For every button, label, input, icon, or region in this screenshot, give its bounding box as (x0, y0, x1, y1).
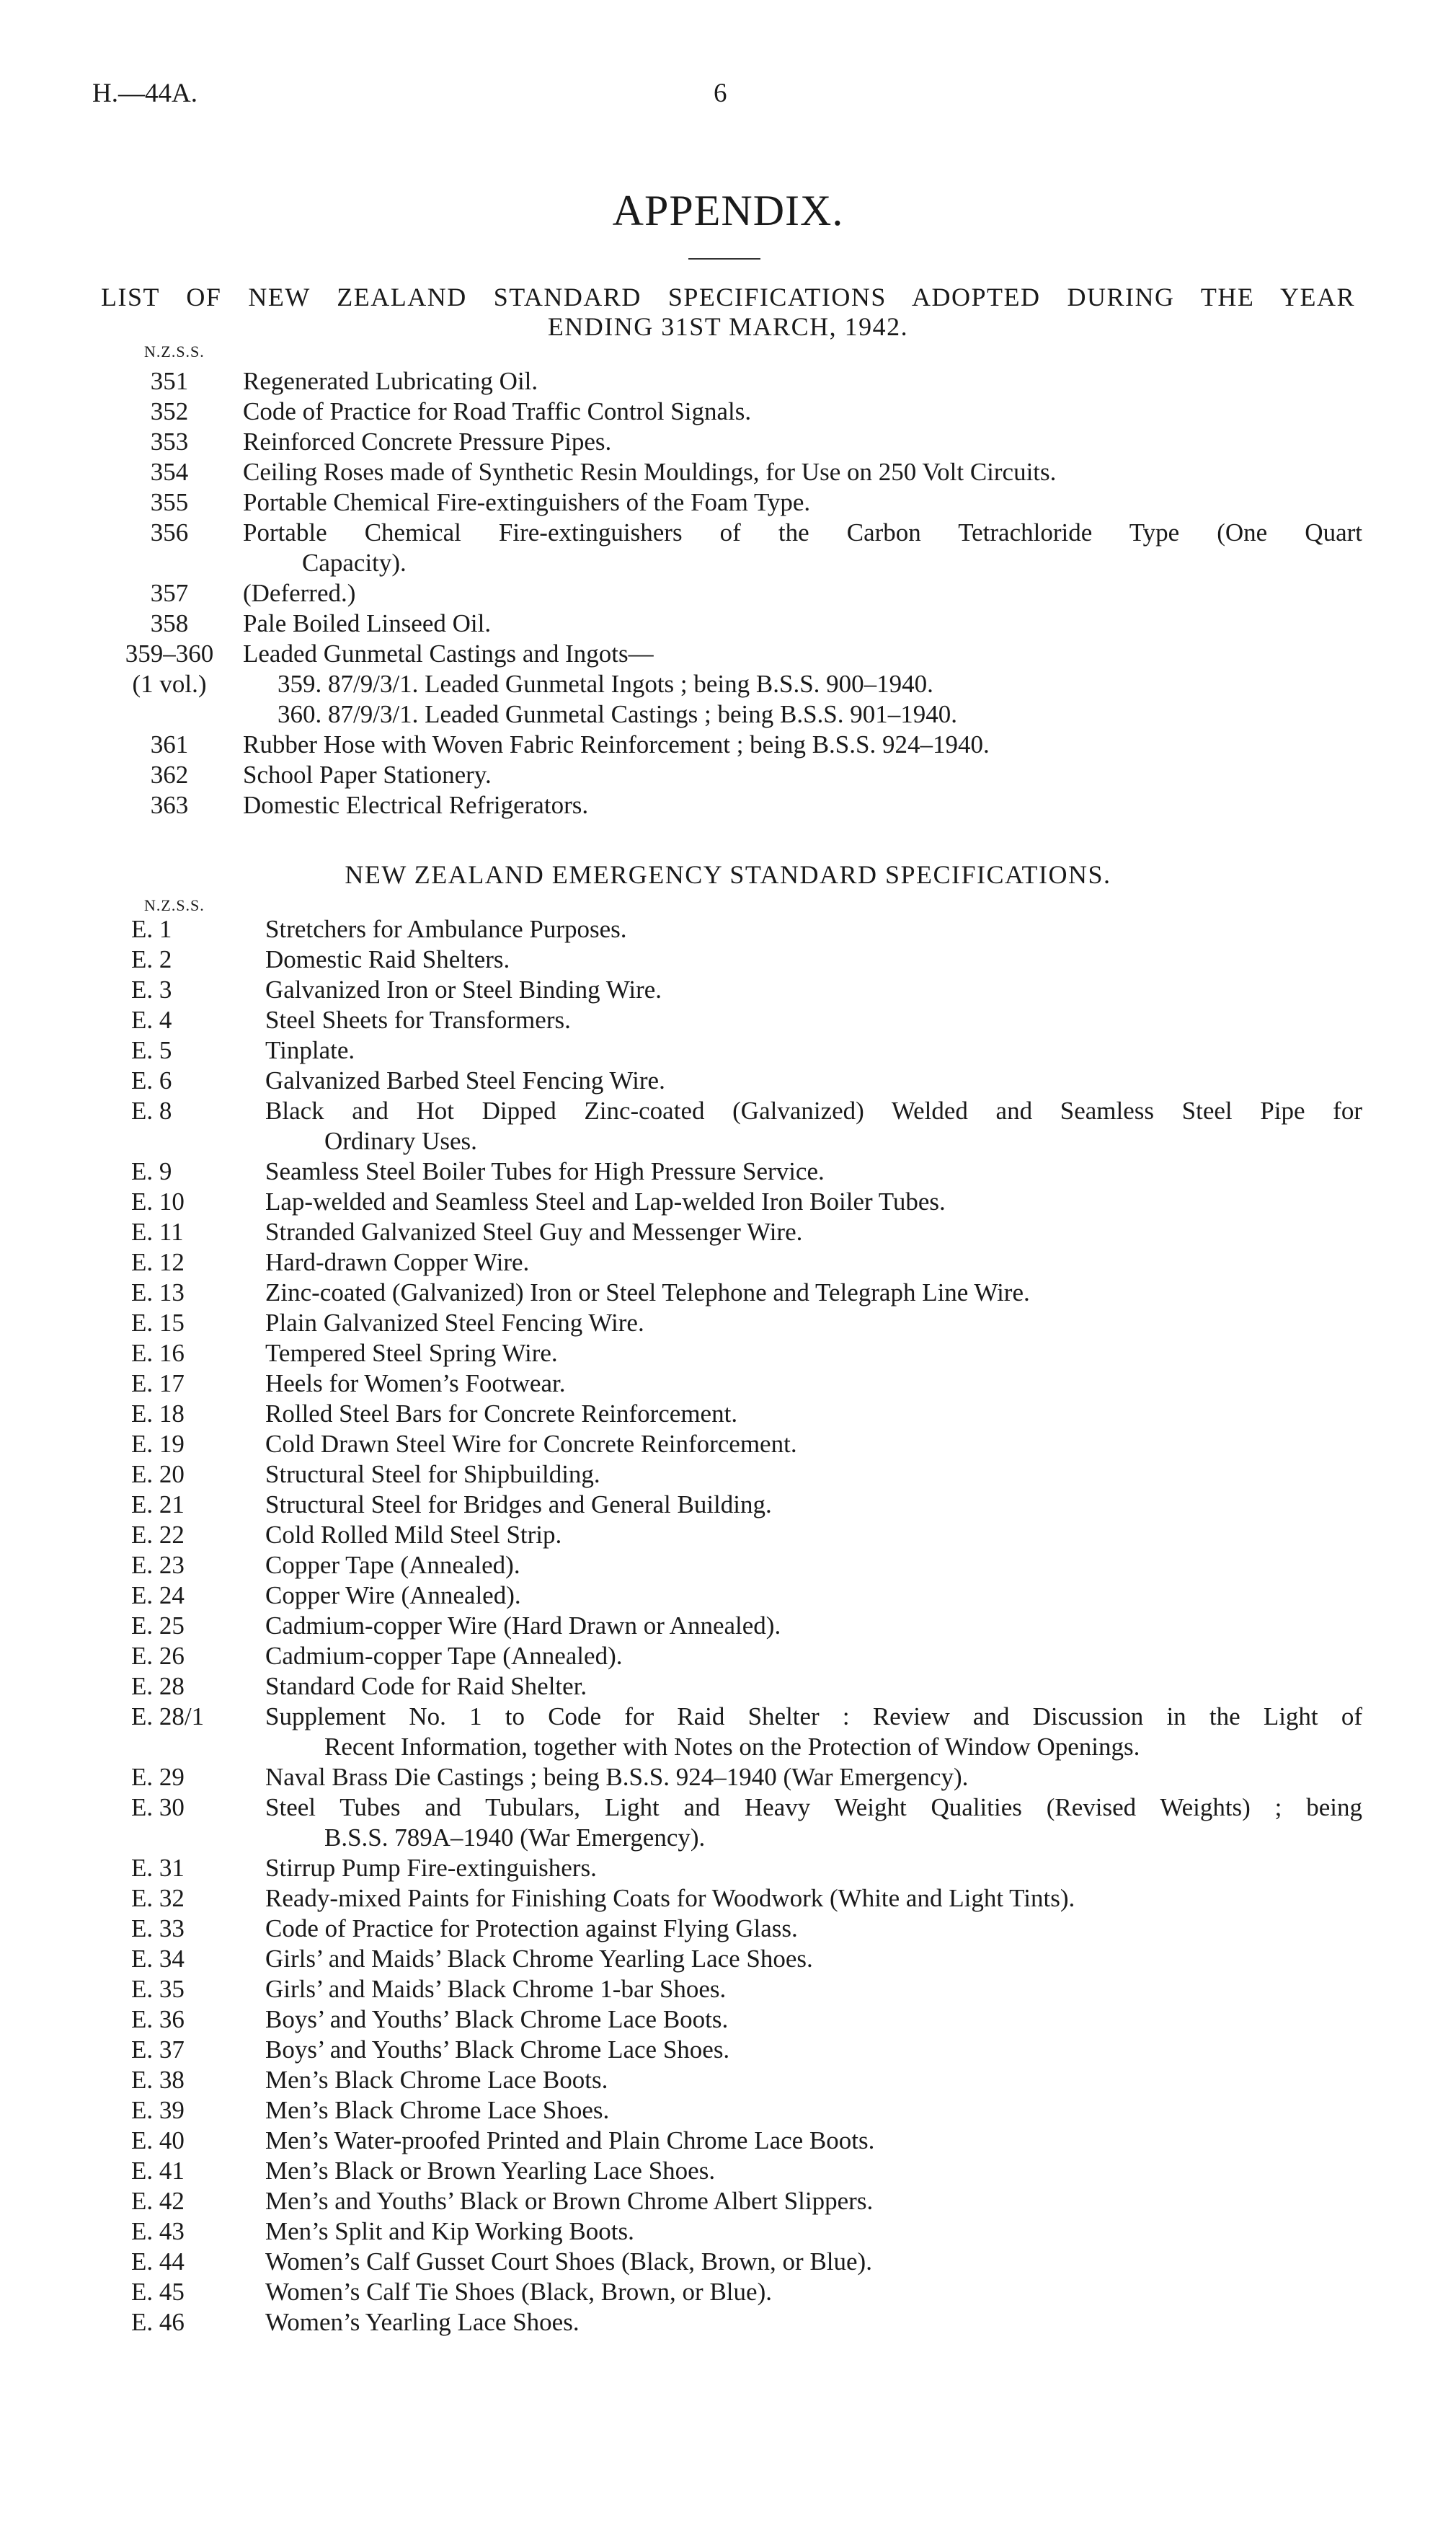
spec-title-text: Domestic Electrical Refrigerators. (243, 791, 589, 819)
spec-title (265, 2126, 1362, 2156)
spec-title (265, 2247, 1362, 2277)
list-item (101, 1550, 1362, 1580)
spec-code: E. 34 (131, 1945, 185, 1973)
spec-title (265, 975, 1362, 1005)
spec-code: 357 (150, 579, 189, 607)
list-item (101, 699, 1362, 730)
spec-title (265, 1459, 1362, 1490)
spec-code: 353 (150, 428, 189, 456)
spec-title-text: Reinforced Concrete Pressure Pipes. (243, 428, 612, 456)
list-item (101, 2277, 1362, 2307)
list-item (101, 669, 1362, 699)
spec-code: (1 vol.) (132, 670, 207, 698)
list-item (101, 2216, 1362, 2247)
spec-title-text: Standard Code for Raid Shelter. (265, 1672, 587, 1700)
spec-code: E. 11 (131, 1218, 184, 1246)
list-item (101, 1066, 1362, 1096)
list-item (101, 975, 1362, 1005)
spec-title-text: Men’s and Youths’ Black or Brown Chrome Albert Slippers. (265, 2187, 874, 2215)
list-item (101, 366, 1362, 397)
spec-code: E. 16 (131, 1339, 185, 1367)
spec-code: E. 5 (131, 1036, 172, 1064)
spec-title-text: Domestic Raid Shelters. (265, 945, 510, 973)
spec-title (265, 2307, 1362, 2338)
spec-title (265, 2035, 1362, 2065)
list-item (101, 1217, 1362, 1247)
list-item (101, 1459, 1362, 1490)
spec-title (243, 760, 1362, 790)
spec-title-text: Galvanized Barbed Steel Fencing Wire. (265, 1066, 665, 1095)
spec-code: 361 (150, 730, 189, 759)
spec-title-text: Rubber Hose with Woven Fabric Reinforcement ; being B.S.S. 924–1940. (243, 730, 990, 759)
spec-code: 352 (150, 397, 189, 425)
spec-title-text: Men’s Water-proofed Printed and Plain Chrome Lace Boots. (265, 2126, 875, 2154)
list-item (101, 1792, 1362, 1853)
heading-line-1: LIST OF NEW ZEALAND STANDARD SPECIFICATIONS ADOPTED DURING THE YEAR (101, 283, 1355, 311)
heading-line-2: ENDING 31ST MARCH, 1942. (547, 312, 909, 341)
list-item (101, 427, 1362, 457)
spec-title (243, 427, 1362, 457)
spec-code: E. 42 (131, 2187, 185, 2215)
spec-title-text: Rolled Steel Bars for Concrete Reinforcement. (265, 1400, 738, 1428)
spec-code: E. 20 (131, 1460, 185, 1488)
list-item (101, 1853, 1362, 1883)
spec-title (265, 1096, 1362, 1157)
standards-list (101, 366, 1362, 821)
list-item (101, 1520, 1362, 1550)
spec-title (265, 1308, 1362, 1338)
spec-title (265, 1187, 1362, 1217)
list-item (101, 1671, 1362, 1702)
list-item (101, 1944, 1362, 1974)
spec-title-text: Zinc-coated (Galvanized) Iron or Steel Telephone and Telegraph Line Wire. (265, 1278, 1030, 1306)
spec-title (265, 1429, 1362, 1459)
spec-code: E. 28/1 (131, 1702, 205, 1730)
spec-code: E. 3 (131, 976, 172, 1004)
spec-title-text: Heels for Women’s Footwear. (265, 1369, 566, 1397)
spec-code: E. 36 (131, 2005, 185, 2033)
list-item (101, 487, 1362, 518)
spec-title (265, 1671, 1362, 1702)
spec-code: E. 12 (131, 1248, 185, 1276)
spec-code: E. 25 (131, 1611, 185, 1640)
spec-title-text: Galvanized Iron or Steel Binding Wire. (265, 976, 662, 1004)
spec-title (265, 2277, 1362, 2307)
page-title: APPENDIX. (612, 187, 844, 234)
spec-title (243, 457, 1362, 487)
page-header (0, 78, 1456, 121)
spec-title-text: 359. 87/9/3/1. Leaded Gunmetal Ingots ; being B.S.S. 900–1940. (278, 670, 933, 698)
spec-title (243, 578, 1362, 609)
spec-title-text: Leaded Gunmetal Castings and Ingots— (243, 640, 654, 668)
spec-title-text: Code of Practice for Road Traffic Control Signals. (243, 397, 752, 425)
spec-code: 362 (150, 761, 189, 789)
spec-title (265, 1580, 1362, 1611)
spec-title (243, 699, 1362, 730)
spec-title-text: Women’s Yearling Lace Shoes. (265, 2308, 580, 2336)
spec-title-text: School Paper Stationery. (243, 761, 492, 789)
spec-title-text: Hard-drawn Copper Wire. (265, 1248, 530, 1276)
spec-code: E. 45 (131, 2278, 185, 2306)
list-item (101, 1187, 1362, 1217)
spec-title (265, 1520, 1362, 1550)
spec-title-text: Supplement No. 1 to Code for Raid Shelter : Review and Discussion in the Light of (265, 1702, 1362, 1730)
spec-code: E. 28 (131, 1672, 185, 1700)
spec-title-text: 360. 87/9/3/1. Leaded Gunmetal Castings ; being B.S.S. 901–1940. (278, 700, 958, 728)
spec-title-text: Women’s Calf Tie Shoes (Black, Brown, or Blue). (265, 2278, 772, 2306)
list-item (101, 518, 1362, 578)
spec-title-text: Cold Rolled Mild Steel Strip. (265, 1521, 562, 1549)
spec-title (265, 2004, 1362, 2035)
spec-code: E. 15 (131, 1309, 185, 1337)
document-reference: H.—44A. (92, 79, 197, 108)
spec-title-text: Men’s Black Chrome Lace Shoes. (265, 2096, 610, 2124)
spec-title-text: Pale Boiled Linseed Oil. (243, 609, 492, 637)
spec-title-text: Boys’ and Youths’ Black Chrome Lace Shoes. (265, 2035, 730, 2064)
spec-title-text: Tempered Steel Spring Wire. (265, 1339, 558, 1367)
spec-title (243, 639, 1362, 669)
spec-code: E. 29 (131, 1763, 185, 1791)
emergency-standards-list (101, 914, 1362, 2338)
spec-title-text: Naval Brass Die Castings ; being B.S.S. 924–1940 (War Emergency). (265, 1763, 969, 1791)
list-item (101, 1369, 1362, 1399)
spec-code: E. 10 (131, 1188, 185, 1216)
spec-title (265, 1217, 1362, 1247)
list-item (101, 397, 1362, 427)
spec-title (265, 1338, 1362, 1369)
spec-title-text: Regenerated Lubricating Oil. (243, 367, 538, 395)
spec-code: 363 (150, 791, 189, 819)
spec-code: E. 38 (131, 2066, 185, 2094)
spec-code: E. 17 (131, 1369, 185, 1397)
spec-code: 354 (150, 458, 189, 486)
spec-code: 358 (150, 609, 189, 637)
standards-list-heading (101, 283, 1355, 342)
spec-code: E. 46 (131, 2308, 185, 2336)
list-item (101, 1580, 1362, 1611)
list-item (101, 2004, 1362, 2035)
spec-title (265, 1641, 1362, 1671)
spec-title (265, 1702, 1362, 1762)
spec-code: E. 1 (131, 915, 172, 943)
spec-title-text: Plain Galvanized Steel Fencing Wire. (265, 1309, 644, 1337)
list-item (101, 1429, 1362, 1459)
spec-title (265, 914, 1362, 945)
list-item (101, 1883, 1362, 1914)
spec-title-text: Cadmium-copper Tape (Annealed). (265, 1642, 623, 1670)
spec-title-text: Tinplate. (265, 1036, 355, 1064)
spec-code: E. 9 (131, 1157, 172, 1185)
list-item (101, 1157, 1362, 1187)
list-item (101, 2156, 1362, 2186)
list-item (101, 945, 1362, 975)
spec-title-text: Steel Tubes and Tubulars, Light and Heavy Weight Qualities (Revised Weights) ; being (265, 1793, 1362, 1821)
spec-title (265, 1914, 1362, 1944)
spec-title (265, 1035, 1362, 1066)
spec-code: E. 31 (131, 1854, 185, 1882)
spec-title (265, 1369, 1362, 1399)
spec-title-text: Seamless Steel Boiler Tubes for High Pressure Service. (265, 1157, 825, 1185)
spec-code: E. 6 (131, 1066, 172, 1095)
spec-code: E. 22 (131, 1521, 185, 1549)
spec-code: E. 21 (131, 1490, 185, 1518)
spec-title-text: Girls’ and Maids’ Black Chrome Yearling Lace Shoes. (265, 1945, 813, 1973)
spec-title-text: Men’s Black or Brown Yearling Lace Shoes. (265, 2157, 716, 2185)
list-item (101, 1762, 1362, 1792)
spec-code: E. 40 (131, 2126, 185, 2154)
list-item (101, 578, 1362, 609)
page-number: 6 (714, 79, 727, 108)
spec-title (265, 1883, 1362, 1914)
spec-code: 356 (150, 518, 189, 547)
list-item (101, 1278, 1362, 1308)
list-item (101, 1399, 1362, 1429)
spec-title (265, 945, 1362, 975)
spec-title (265, 1278, 1362, 1308)
list-item (101, 2035, 1362, 2065)
list-item (101, 790, 1362, 821)
spec-title-continuation: Recent Information, together with Notes on the Protection of Window Openings. (324, 1733, 1140, 1761)
spec-title-continuation: Capacity). (302, 549, 407, 577)
spec-title (243, 397, 1362, 427)
spec-title (265, 1399, 1362, 1429)
list-item (101, 1490, 1362, 1520)
spec-code: E. 37 (131, 2035, 185, 2064)
list-item (101, 1641, 1362, 1671)
spec-title-text: Boys’ and Youths’ Black Chrome Lace Boots. (265, 2005, 729, 2033)
spec-title-text: Copper Wire (Annealed). (265, 1581, 521, 1609)
spec-code: E. 2 (131, 945, 172, 973)
spec-code: E. 19 (131, 1430, 185, 1458)
spec-title (243, 487, 1362, 518)
spec-code: E. 32 (131, 1884, 185, 1912)
spec-code: E. 41 (131, 2157, 185, 2185)
list-item (101, 639, 1362, 669)
spec-title-text: Women’s Calf Gusset Court Shoes (Black, Brown, or Blue). (265, 2247, 872, 2276)
spec-title (265, 1944, 1362, 1974)
spec-title (265, 1066, 1362, 1096)
spec-code: 359–360 (125, 640, 214, 668)
spec-title-text: Copper Tape (Annealed). (265, 1551, 520, 1579)
spec-title-text: (Deferred.) (243, 579, 356, 607)
spec-title (243, 366, 1362, 397)
spec-title (265, 2065, 1362, 2095)
spec-title (243, 609, 1362, 639)
spec-code: E. 39 (131, 2096, 185, 2124)
emergency-list-heading: NEW ZEALAND EMERGENCY STANDARD SPECIFICATIONS. (345, 860, 1111, 889)
spec-title-text: Stirrup Pump Fire-extinguishers. (265, 1854, 597, 1882)
spec-code: E. 26 (131, 1642, 185, 1670)
spec-title-text: Girls’ and Maids’ Black Chrome 1-bar Shoes. (265, 1975, 727, 2003)
spec-title-text: Men’s Black Chrome Lace Boots. (265, 2066, 608, 2094)
spec-title-text: Stranded Galvanized Steel Guy and Messenger Wire. (265, 1218, 803, 1246)
spec-title (243, 669, 1362, 699)
spec-code: E. 33 (131, 1914, 185, 1942)
spec-code: E. 43 (131, 2217, 185, 2245)
spec-title-text: Ready-mixed Paints for Finishing Coats for Woodwork (White and Light Tints). (265, 1884, 1075, 1912)
list-item (101, 2186, 1362, 2216)
spec-code: E. 23 (131, 1551, 185, 1579)
spec-title-text: Stretchers for Ambulance Purposes. (265, 915, 627, 943)
spec-title-continuation: Ordinary Uses. (324, 1127, 477, 1155)
list-item (101, 760, 1362, 790)
spec-title (265, 1974, 1362, 2004)
spec-title (265, 1762, 1362, 1792)
spec-title-text: Lap-welded and Seamless Steel and Lap-welded Iron Boiler Tubes. (265, 1188, 946, 1216)
spec-title-text: Cadmium-copper Wire (Hard Drawn or Annealed). (265, 1611, 781, 1640)
spec-title-text: Men’s Split and Kip Working Boots. (265, 2217, 634, 2245)
spec-title (265, 1611, 1362, 1641)
spec-title (243, 518, 1362, 578)
spec-title-text: Steel Sheets for Transformers. (265, 1006, 571, 1034)
column-label: N.Z.S.S. (144, 342, 205, 361)
list-item (101, 1308, 1362, 1338)
list-item (101, 1702, 1362, 1762)
spec-title (243, 730, 1362, 760)
spec-code: E. 18 (131, 1400, 185, 1428)
spec-title-text: Portable Chemical Fire-extinguishers of the Foam Type. (243, 488, 811, 516)
spec-code: E. 30 (131, 1793, 185, 1821)
spec-title-text: Cold Drawn Steel Wire for Concrete Reinforcement. (265, 1430, 797, 1458)
list-item (101, 2247, 1362, 2277)
spec-title-text: Structural Steel for Bridges and General Building. (265, 1490, 772, 1518)
spec-title-text: Black and Hot Dipped Zinc-coated (Galvanized) Welded and Seamless Steel Pipe for (265, 1097, 1362, 1125)
list-item (101, 1611, 1362, 1641)
list-item (101, 457, 1362, 487)
spec-title (265, 2186, 1362, 2216)
list-item (101, 1035, 1362, 1066)
spec-title (265, 2216, 1362, 2247)
list-item (101, 914, 1362, 945)
spec-code: E. 35 (131, 1975, 185, 2003)
spec-title (265, 2095, 1362, 2126)
spec-code: E. 8 (131, 1097, 172, 1125)
spec-code: 351 (150, 367, 189, 395)
spec-title (265, 1792, 1362, 1853)
spec-title (265, 2156, 1362, 2186)
list-item (101, 2095, 1362, 2126)
list-item (101, 1096, 1362, 1157)
spec-title (265, 1247, 1362, 1278)
spec-title (265, 1157, 1362, 1187)
spec-title-text: Code of Practice for Protection against Flying Glass. (265, 1914, 798, 1942)
spec-title (265, 1490, 1362, 1520)
spec-title (265, 1853, 1362, 1883)
spec-code: E. 13 (131, 1278, 185, 1306)
spec-title (265, 1550, 1362, 1580)
spec-code: E. 24 (131, 1581, 185, 1609)
title-divider (688, 258, 760, 260)
spec-code: E. 4 (131, 1006, 172, 1034)
spec-code: 355 (150, 488, 189, 516)
list-item (101, 2126, 1362, 2156)
list-item (101, 1974, 1362, 2004)
list-item (101, 730, 1362, 760)
list-item (101, 1914, 1362, 1944)
spec-title-continuation: B.S.S. 789A–1940 (War Emergency). (324, 1823, 706, 1852)
column-label-emergency: N.Z.S.S. (144, 896, 205, 914)
spec-title-text: Structural Steel for Shipbuilding. (265, 1460, 600, 1488)
spec-title-text: Ceiling Roses made of Synthetic Resin Mouldings, for Use on 250 Volt Circuits. (243, 458, 1057, 486)
list-item (101, 1247, 1362, 1278)
spec-code: E. 44 (131, 2247, 185, 2276)
spec-title (243, 790, 1362, 821)
list-item (101, 2065, 1362, 2095)
list-item (101, 609, 1362, 639)
spec-title (265, 1005, 1362, 1035)
list-item (101, 2307, 1362, 2338)
spec-title-text: Portable Chemical Fire-extinguishers of the Carbon Tetrachloride Type (One Quart (243, 518, 1362, 547)
list-item (101, 1338, 1362, 1369)
list-item (101, 1005, 1362, 1035)
